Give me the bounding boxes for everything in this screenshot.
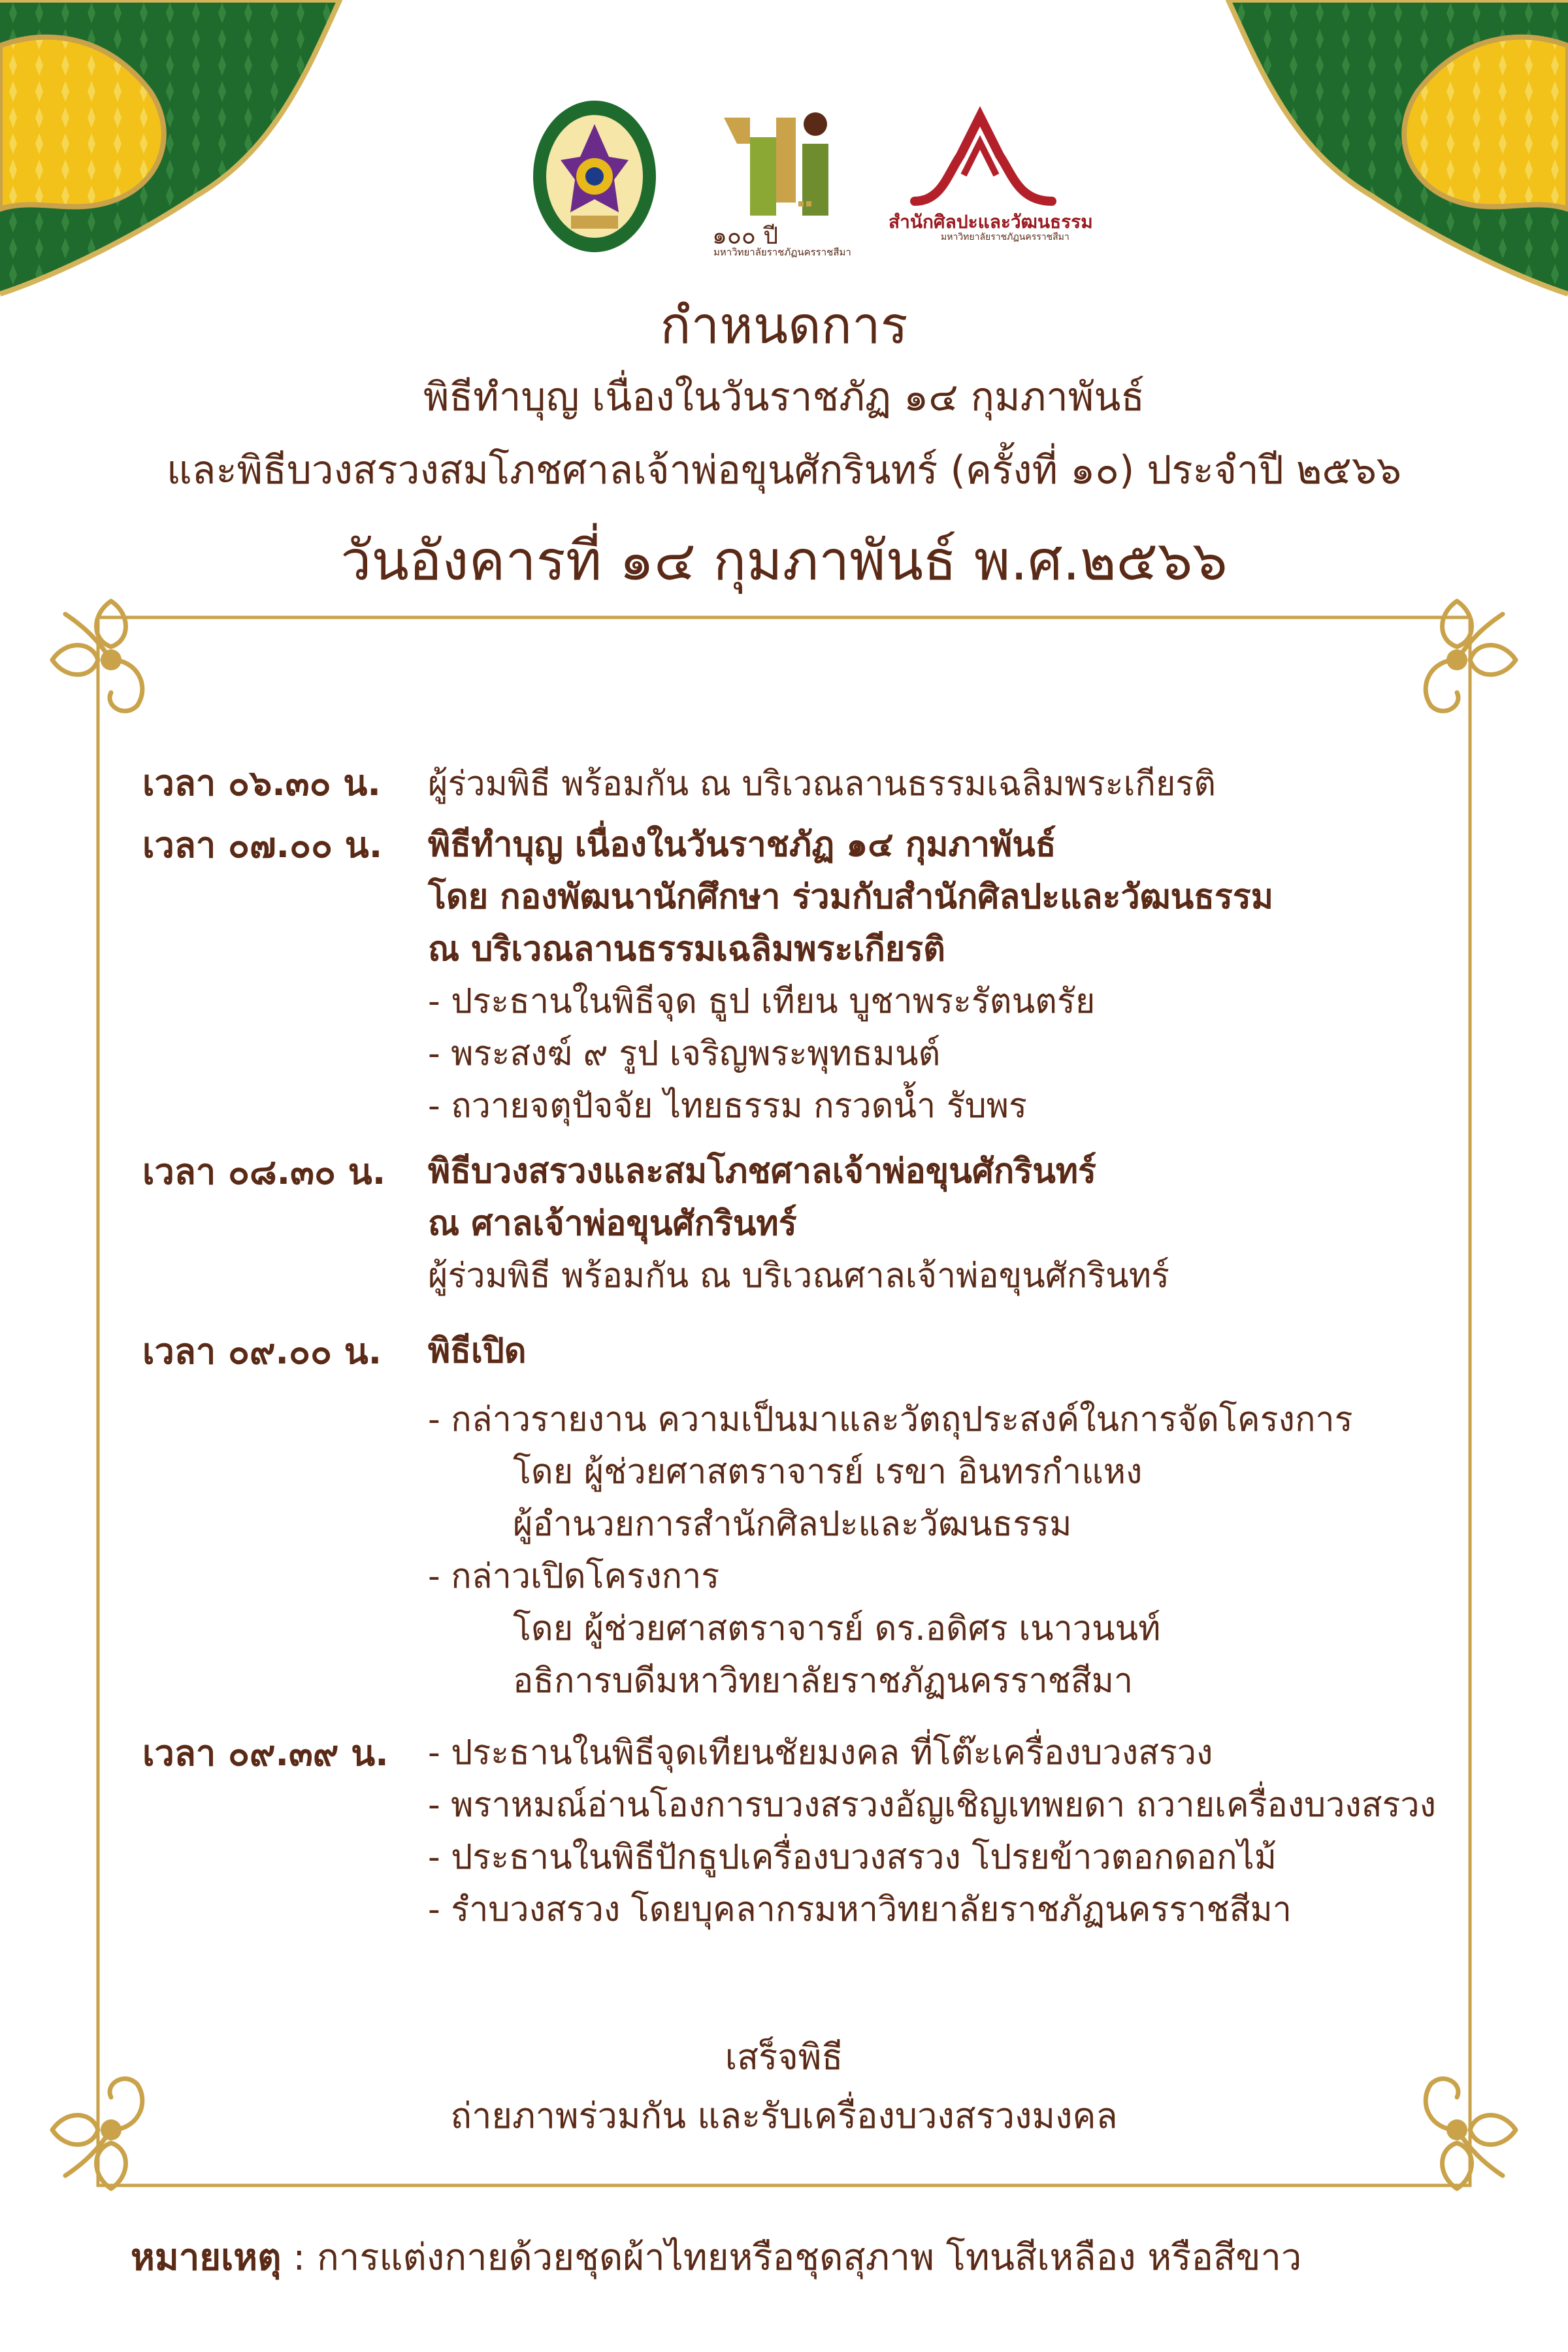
schedule-line: - พระสงฆ์ ๙ รูป เจริญพระพุทธมนต์	[428, 1034, 941, 1073]
schedule-line: ณ บริเวณลานธรรมเฉลิมพระเกียรติ	[428, 930, 945, 969]
schedule-line: ณ ศาลเจ้าพ่อขุนศักรินทร์	[428, 1204, 797, 1243]
subtitle-line-2: และพิธีบวงสรวงสมโภชศาลเจ้าพ่อขุนศักรินทร์ (ครั้งที่ ๑๐) ประจำปี ๒๕๖๖	[167, 448, 1401, 493]
schedule-line: พิธีทำบุญ เนื่องในวันราชภัฏ ๑๔ กุมภาพันธ์	[428, 825, 1056, 864]
time-0939: เวลา ๐๙.๓๙ น.	[142, 1733, 389, 1774]
footnote-label: หมายเหตุ	[131, 2236, 282, 2279]
schedule-line: - ถวายจตุปัจจัย ไทยธรรม กรวดน้ำ รับพร	[428, 1086, 1027, 1126]
closing-line-2: ถ่ายภาพร่วมกัน และรับเครื่องบวงสรวงมงคล	[450, 2095, 1118, 2136]
time-0700: เวลา ๐๗.๐๐ น.	[142, 825, 383, 866]
subtitle-line-1: พิธีทำบุญ เนื่องในวันราชภัฏ ๑๔ กุมภาพันธ์	[423, 374, 1145, 420]
arts-culture-office-name: สำนักศิลปะและวัฒนธรรม	[889, 211, 1093, 233]
footnote	[131, 2228, 1301, 2286]
footnote-separator: :	[281, 2236, 317, 2279]
closing-line-1: เสร็จพิธี	[725, 2036, 843, 2078]
schedule-line: อธิการบดีมหาวิทยาลัยราชภัฏนครราชสีมา	[513, 1661, 1134, 1701]
schedule-line: โดย กองพัฒนานักศึกษา ร่วมกับสำนักศิลปะและวัฒนธรรม	[428, 877, 1274, 917]
schedule-line: - กล่าวเปิดโครงการ	[428, 1557, 720, 1596]
time-0900: เวลา ๐๙.๐๐ น.	[142, 1331, 382, 1372]
arts-culture-office-subtitle: มหาวิทยาลัยราชภัฏนครราชสีมา	[941, 232, 1070, 242]
schedule-line: พิธีเปิด	[428, 1331, 527, 1371]
event-date: วันอังคารที่ ๑๔ กุมภาพันธ์ พ.ศ.๒๕๖๖	[340, 529, 1228, 593]
centennial-number: ๑๐๐ ปี	[712, 223, 779, 250]
schedule-line: - ประธานในพิธีจุดเทียนชัยมงคล ที่โต๊ะเครื่องบวงสรวง	[428, 1733, 1213, 1772]
schedule-line: ผู้ร่วมพิธี พร้อมกัน ณ บริเวณศาลเจ้าพ่อขุนศักรินทร์	[428, 1256, 1169, 1296]
schedule-line: พิธีบวงสรวงและสมโภชศาลเจ้าพ่อขุนศักรินทร์	[428, 1152, 1096, 1191]
schedule-line: โดย ผู้ช่วยศาสตราจารย์ ดร.อดิศร เนาวนนท์	[513, 1609, 1161, 1648]
schedule-line: - รำบวงสรวง โดยบุคลากรมหาวิทยาลัยราชภัฏนครราชสีมา	[428, 1890, 1292, 1929]
page-title: กำหนดการ	[660, 297, 908, 355]
schedule-line: - ประธานในพิธีปักธูปเครื่องบวงสรวง โปรยข้าวตอกดอกไม้	[428, 1838, 1277, 1877]
frame-ornament-top-right	[1385, 588, 1529, 732]
schedule-line: - ประธานในพิธีจุด ธูป เทียน บูชาพระรัตนตรัย	[428, 982, 1096, 1021]
schedule-line: - กล่าวรายงาน ความเป็นมาและวัตถุประสงค์ในการจัดโครงการ	[428, 1400, 1353, 1439]
schedule-line: - พราหมณ์อ่านโองการบวงสรวงอัญเชิญเทพยดา ถวายเครื่องบวงสรวง	[428, 1786, 1437, 1825]
schedule-line: ผู้ร่วมพิธี พร้อมกัน ณ บริเวณลานธรรมเฉลิมพระเกียรติ	[428, 764, 1217, 804]
time-0630: เวลา ๐๖.๓๐ น.	[142, 762, 381, 804]
time-0830: เวลา ๐๘.๓๐ น.	[142, 1151, 386, 1192]
footnote-text: การแต่งกายด้วยชุดผ้าไทยหรือชุดสุภาพ โทนสีเหลือง หรือสีขาว	[316, 2236, 1302, 2279]
schedule-line: ผู้อำนวยการสำนักศิลปะและวัฒนธรรม	[513, 1505, 1072, 1544]
schedule-line: โดย ผู้ช่วยศาสตราจารย์ เรขา อินทรกำแหง	[513, 1452, 1143, 1492]
frame-ornament-top-left	[39, 588, 183, 732]
centennial-subtitle: มหาวิทยาลัยราชภัฏนครราชสีมา	[713, 246, 851, 258]
